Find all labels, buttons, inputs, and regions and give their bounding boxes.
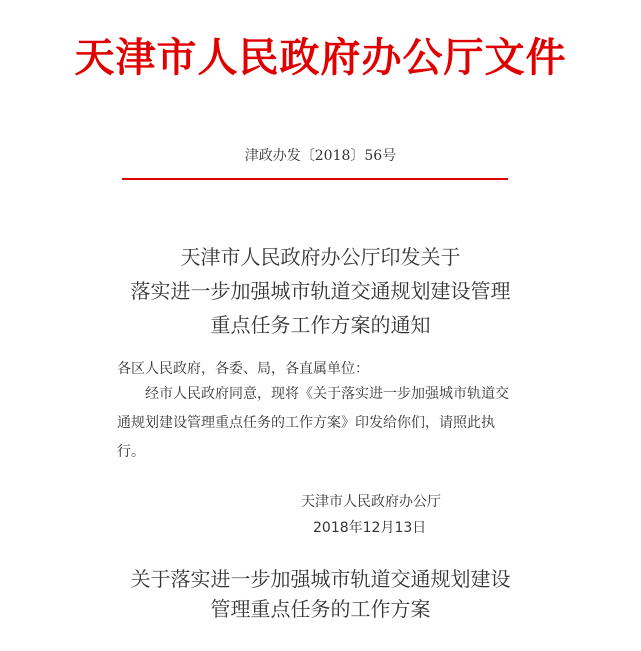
issuing-organization: 天津市人民政府办公厅: [301, 494, 441, 510]
issue-date: 2018年12月13日: [313, 520, 427, 536]
attachment-title-line: 关于落实进一步加强城市轨道交通规划建设: [130, 567, 511, 591]
body-paragraph-line: 经市人民政府同意，现将《关于落实进一步加强城市轨道交: [145, 386, 509, 402]
red-separator-line: [122, 178, 508, 180]
notice-title-line: 天津市人民政府办公厅印发关于: [180, 245, 461, 269]
notice-title: [0, 240, 641, 342]
attachment-title-line: 管理重点任务的工作方案: [210, 597, 431, 621]
attachment-title: [0, 564, 641, 624]
body-paragraph-line: 行。: [117, 444, 145, 460]
notice-title-line: 重点任务工作方案的通知: [210, 313, 431, 337]
document-masthead: 天津市人民政府办公厅文件: [74, 34, 567, 81]
salutation: 各区人民政府，各委、局，各直属单位：: [117, 361, 369, 377]
document-number: 津政办发〔2018〕56号: [244, 148, 397, 164]
notice-title-line: 落实进一步加强城市轨道交通规划建设管理: [130, 279, 511, 303]
notice-body: [117, 358, 527, 467]
body-paragraph-line: 通规划建设管理重点任务的工作方案》印发给你们，请照此执: [117, 415, 495, 431]
